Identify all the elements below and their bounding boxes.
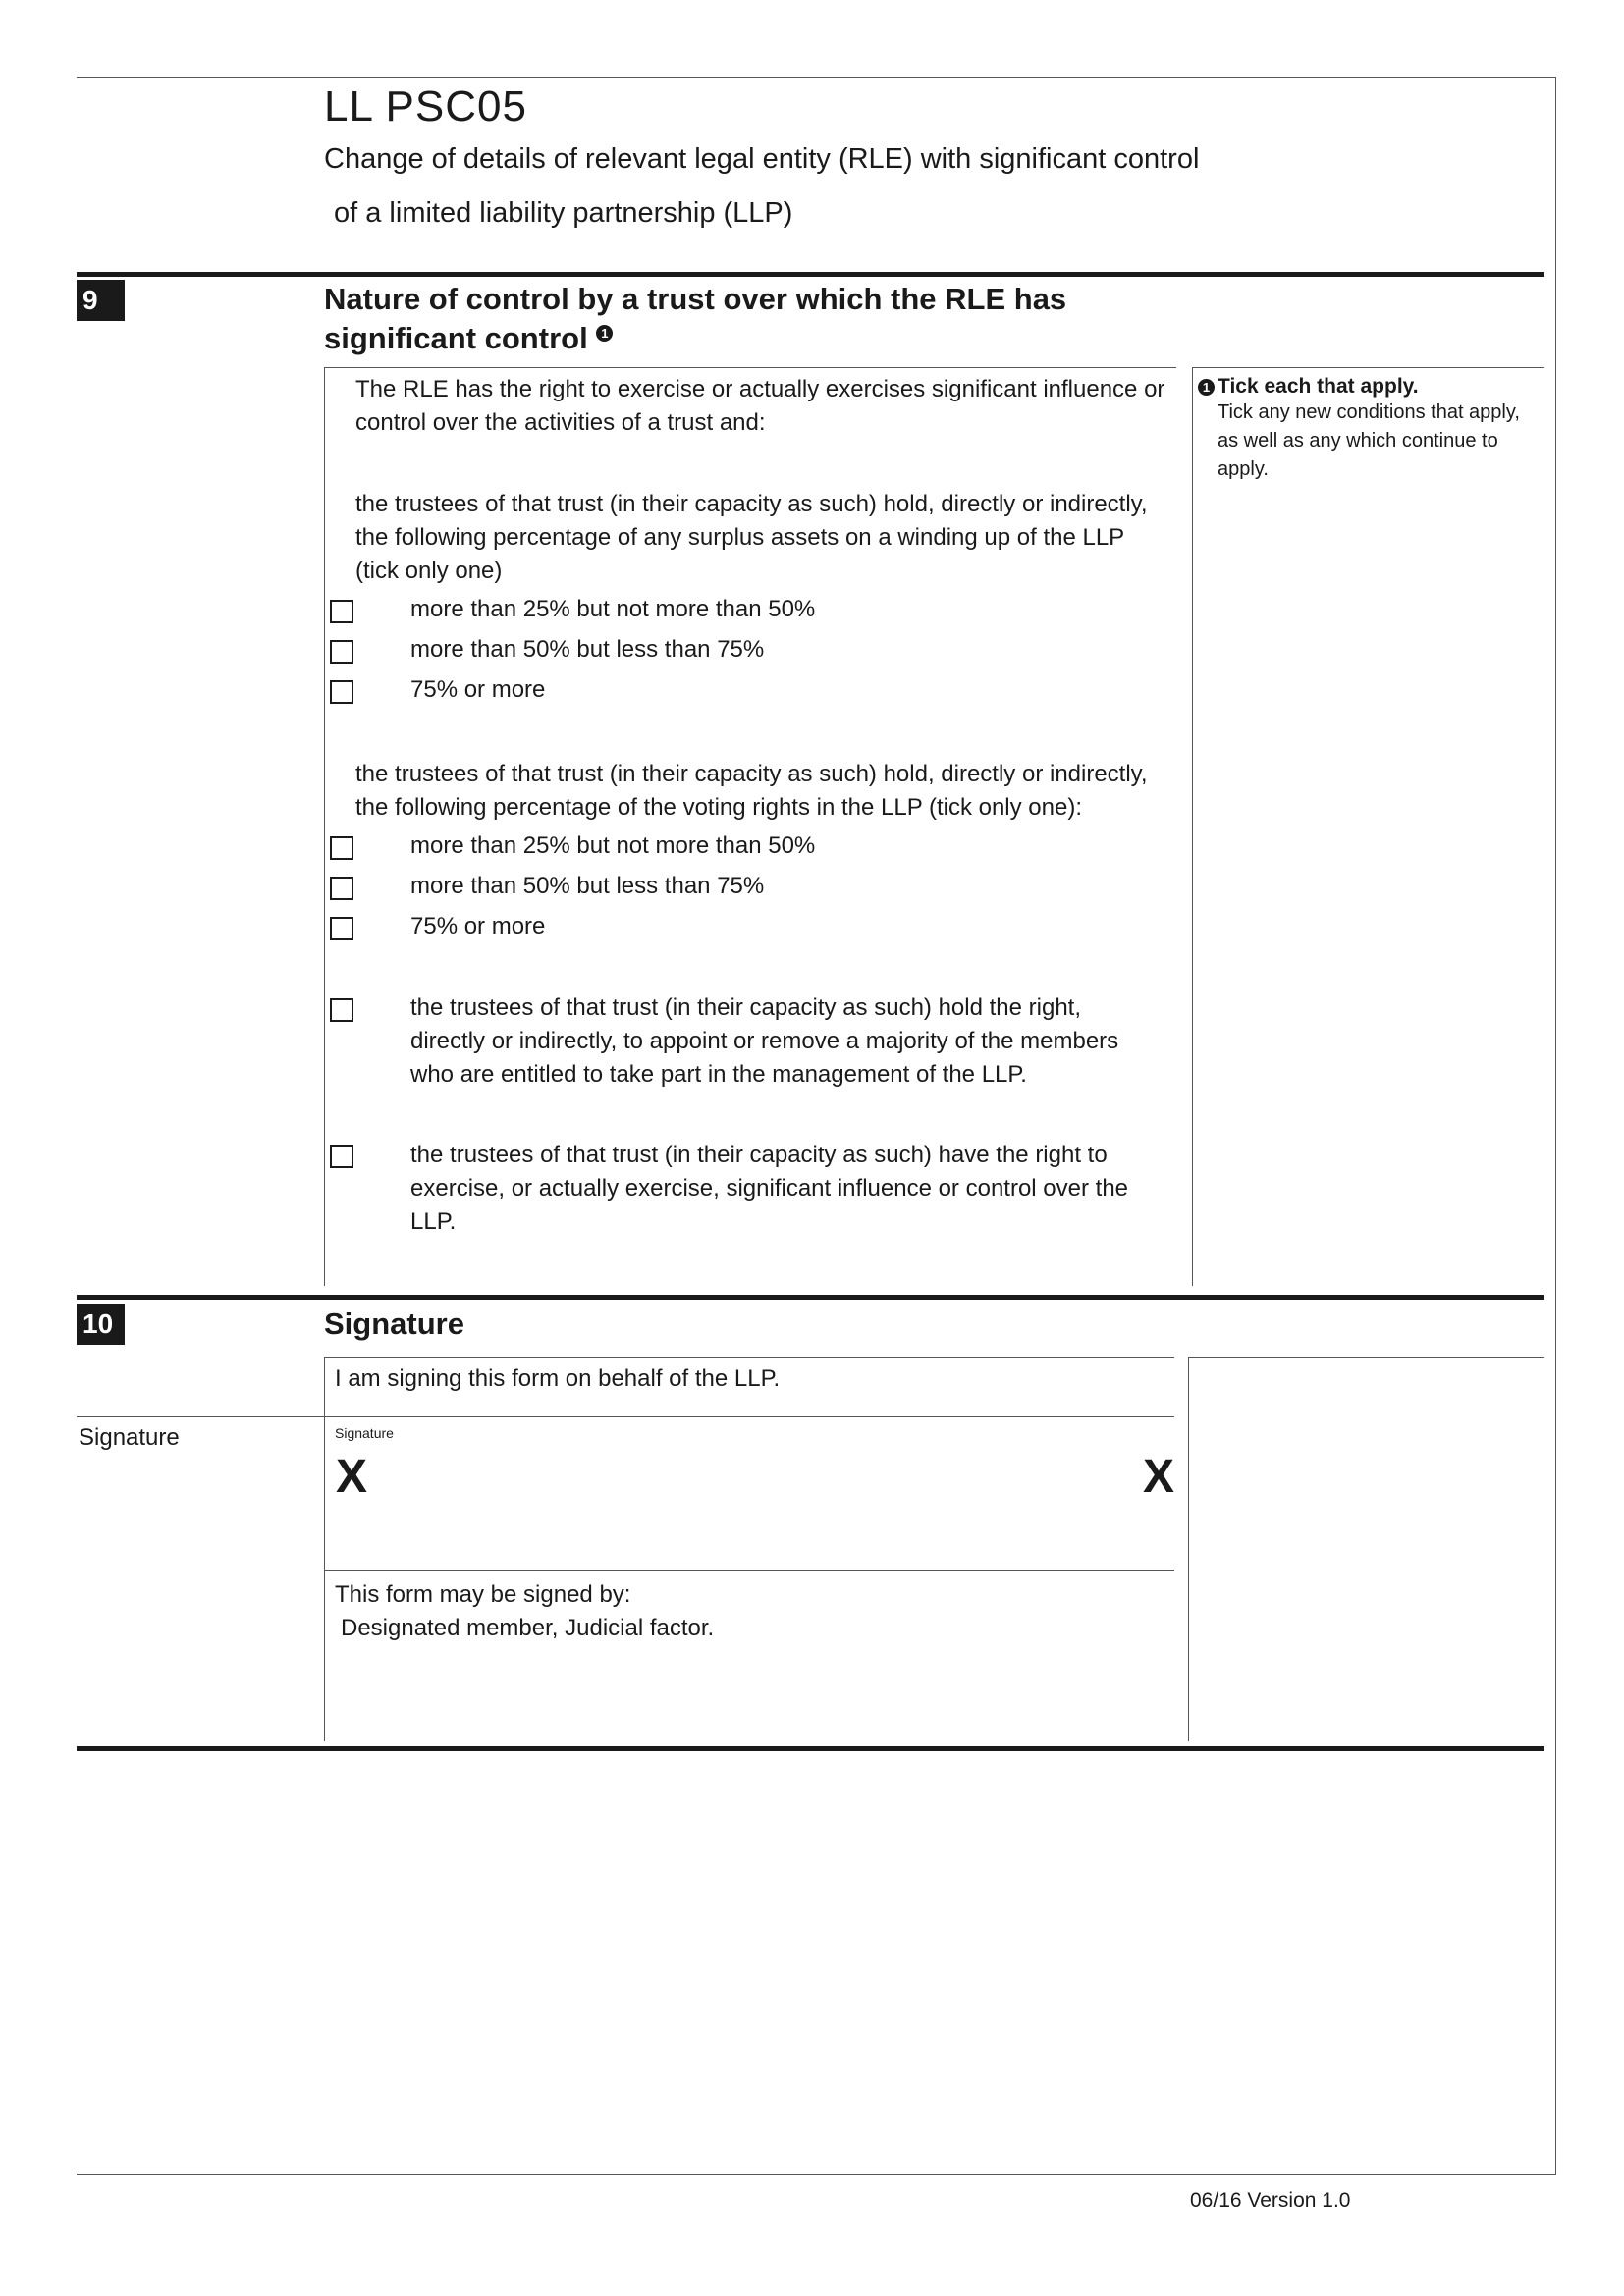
section-10-title: Signature — [324, 1307, 464, 1341]
section-9-box-top — [324, 367, 1176, 368]
surplus-line2: the following percentage of any surplus assets on a winding up of the LLP — [355, 524, 1125, 551]
note-heading — [1198, 375, 1542, 399]
page-frame-right — [1555, 77, 1556, 2175]
voting-line2: the following percentage of the voting rights in the LLP (tick only one): — [355, 794, 1083, 821]
note-line3: apply. — [1218, 458, 1269, 480]
note-heading-text: Tick each that apply. — [1218, 375, 1419, 398]
signature-end-x-mark: X — [1143, 1451, 1175, 1503]
intro-text — [355, 373, 1164, 440]
significant-influence-text — [410, 1139, 1128, 1239]
surplus-option-label: more than 50% but less than 75% — [410, 636, 765, 663]
surplus-75-plus-checkbox[interactable] — [330, 680, 353, 704]
page-frame-bottom — [77, 2174, 1556, 2175]
voting-option-label: more than 50% but less than 75% — [410, 873, 765, 899]
intro-line1: The RLE has the right to exercise or actually exercises significant influence or — [355, 376, 1165, 402]
section-10-box-right — [1188, 1357, 1189, 1741]
section-9-title-text: significant control — [324, 321, 588, 355]
note-line2: as well as any which continue to — [1218, 430, 1498, 452]
signature-side-label: Signature — [79, 1424, 180, 1451]
appoint-line3: who are entitled to take part in the management of the LLP. — [410, 1061, 1027, 1088]
section-10-bottom-rule — [77, 1746, 1544, 1751]
appoint-line1: the trustees of that trust (in their capacity as such) hold the right, — [410, 994, 1082, 1021]
section-9-title — [324, 280, 1066, 358]
signature-input-box[interactable] — [325, 1417, 1174, 1565]
intro-line2: control over the activities of a trust and: — [355, 409, 766, 436]
voting-50-75-checkbox[interactable] — [330, 877, 353, 900]
influence-line3: LLP. — [410, 1208, 457, 1235]
voting-text — [355, 758, 1148, 825]
influence-line2: exercise, or actually exercise, significant influence or control over the — [410, 1175, 1129, 1201]
section-10-rule — [77, 1295, 1544, 1300]
appoint-line2: directly or indirectly, to appoint or remove a majority of the members — [410, 1028, 1119, 1054]
voting-75-plus-checkbox[interactable] — [330, 917, 353, 940]
appoint-remove-checkbox[interactable] — [330, 998, 353, 1022]
form-title-line1: Change of details of relevant legal entity (RLE) with significant control — [324, 143, 1200, 175]
section-9-box-left — [324, 367, 325, 1286]
voting-25-50-checkbox[interactable] — [330, 836, 353, 860]
signature-box-label: Signature — [335, 1425, 394, 1441]
section-9-rule — [77, 272, 1544, 277]
statement-box-top — [324, 1357, 1174, 1358]
right-box-top — [1188, 1357, 1544, 1358]
surplus-option-label: more than 25% but not more than 50% — [410, 596, 816, 622]
voting-option-label: more than 25% but not more than 50% — [410, 832, 816, 859]
may-sign-text — [335, 1578, 714, 1645]
section-9-title-line1: Nature of control by a trust over which the RLE has — [324, 282, 1067, 316]
info-note-icon: 1 — [596, 325, 613, 342]
signature-start-x-mark: X — [336, 1451, 368, 1503]
note-panel — [1198, 375, 1542, 484]
may-sign-box-top — [324, 1570, 1174, 1571]
surplus-50-75-checkbox[interactable] — [330, 640, 353, 664]
form-title-line2: of a limited liability partnership (LLP) — [334, 197, 793, 229]
influence-line1: the trustees of that trust (in their capacity as such) have the right to — [410, 1142, 1108, 1168]
significant-influence-checkbox[interactable] — [330, 1145, 353, 1168]
note-line1: Tick any new conditions that apply, — [1218, 401, 1520, 423]
signing-statement: I am signing this form on behalf of the LLP. — [335, 1365, 781, 1392]
info-note-icon: 1 — [1198, 379, 1215, 396]
form-code: LL PSC05 — [324, 82, 527, 131]
section-9-box-right — [1192, 367, 1193, 1286]
may-sign-line1: This form may be signed by: — [335, 1581, 631, 1608]
section-9-title-line2 — [324, 319, 1066, 358]
surplus-line3: (tick only one) — [355, 558, 503, 584]
surplus-25-50-checkbox[interactable] — [330, 600, 353, 623]
surplus-text — [355, 488, 1148, 588]
surplus-option-label: 75% or more — [410, 676, 546, 703]
section-10-number: 10 — [77, 1304, 125, 1345]
voting-option-label: 75% or more — [410, 913, 546, 939]
surplus-line1: the trustees of that trust (in their capacity as such) hold, directly or indirectly, — [355, 491, 1148, 517]
section-9-number: 9 — [77, 280, 125, 321]
page-frame-top — [77, 77, 1556, 78]
version-footer: 06/16 Version 1.0 — [1190, 2189, 1351, 2212]
may-sign-line2: Designated member, Judicial factor. — [341, 1615, 715, 1641]
voting-line1: the trustees of that trust (in their capacity as such) hold, directly or indirectly, — [355, 761, 1148, 787]
note-box-top — [1192, 367, 1544, 368]
appoint-remove-text — [410, 991, 1118, 1092]
note-body — [1198, 399, 1542, 484]
